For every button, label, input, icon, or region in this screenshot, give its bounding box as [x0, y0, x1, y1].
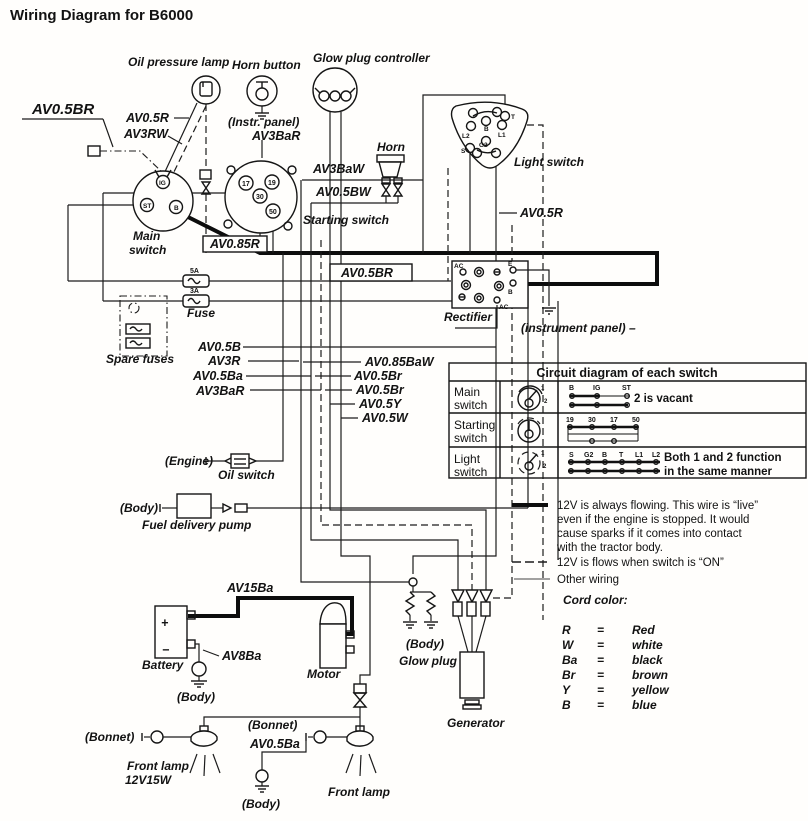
front-lamp-left-label: Front lamp	[127, 759, 189, 773]
wire-label-av05br1: AV0.5Br	[354, 369, 402, 383]
light-terminal-s: S	[461, 148, 466, 155]
cord-name: yellow	[632, 683, 669, 697]
top-left-wire-labels	[31, 101, 169, 141]
light-terminal-l1: L1	[498, 132, 506, 139]
row2-term-30: 30	[588, 417, 596, 424]
starting-switch-position-icon	[518, 418, 540, 442]
starting-switch-label: Starting switch	[303, 213, 390, 227]
spare-fuses-label: Spare fuses	[106, 352, 175, 366]
fuel-delivery-pump-label: Fuel delivery pump	[142, 518, 252, 532]
legend-always-line4: with the tractor body.	[557, 542, 663, 554]
row3-term-l1: L1	[635, 452, 644, 459]
cord-eq: =	[597, 683, 605, 697]
battery-label: Battery	[142, 658, 184, 672]
bonnet-label-middle: (Bonnet)	[248, 718, 298, 732]
table-row1-label2: switch	[454, 398, 488, 412]
cord-name: Red	[632, 623, 655, 637]
wire-name-labels	[192, 340, 435, 425]
row1-term-b: B	[569, 385, 575, 392]
table-row3-label2: switch	[454, 465, 488, 479]
body-label-battery: (Body)	[177, 690, 215, 704]
row1-term-ig: IG	[593, 385, 601, 392]
cord-eq: =	[597, 668, 605, 682]
wire-label-av085r: AV0.85R	[210, 237, 260, 251]
fuse-block	[183, 268, 215, 320]
ground-icon	[191, 681, 207, 687]
main-switch	[129, 170, 193, 257]
cord-name: white	[632, 638, 663, 652]
horn-label: Horn	[377, 140, 405, 154]
wire-label-av05y: AV0.5Y	[359, 397, 402, 411]
rectifier-terminal-b: B	[508, 289, 513, 296]
wire-label-av3r: AV3R	[208, 354, 241, 368]
generator-label: Generator	[447, 716, 505, 730]
row2-term-19: 19	[566, 417, 574, 424]
starting-terminal-30: 30	[256, 194, 264, 201]
light-switch-label: Light switch	[514, 155, 584, 169]
row2-term-17: 17	[610, 417, 618, 424]
row3-term-t: T	[619, 452, 624, 459]
rectifier	[444, 261, 636, 335]
pos-2: 2	[544, 399, 548, 405]
row3-term-s: S	[569, 452, 574, 459]
body-label-glowplug: (Body)	[406, 637, 444, 651]
rectifier-label: Rectifier	[444, 310, 493, 324]
page-title: Wiring Diagram for B6000	[10, 7, 194, 24]
table-row1-label1: Main	[454, 385, 481, 399]
wire-label-av3baw: AV3BaW	[313, 162, 365, 176]
spare-fuses	[106, 296, 174, 366]
starting-terminal-19: 19	[268, 180, 276, 187]
cord-eq: =	[597, 653, 605, 667]
light-terminal-b: B	[484, 126, 489, 133]
pos-1: 1	[541, 451, 545, 457]
battery-minus: −	[162, 643, 170, 657]
rectifier-terminal-e: E	[508, 261, 513, 268]
wire-label-av05br-top: AV0.5BR	[32, 101, 95, 118]
glow-plug	[399, 578, 458, 668]
wire-label-av05br-mid: AV0.5BR	[341, 266, 393, 280]
main-switch-label-2: switch	[129, 243, 167, 257]
battery-plus: +	[161, 616, 169, 630]
boxed-wire-labels	[203, 236, 412, 281]
table-title: Circuit diagram of each switch	[536, 366, 718, 380]
fuse-label: Fuse	[187, 306, 216, 320]
front-lamp-left	[85, 726, 220, 787]
wire-label-av15ba: AV15Ba	[227, 581, 274, 595]
wire-label-av05ba: AV0.5Ba	[193, 369, 243, 383]
wire-label-av085baw: AV0.85BaW	[365, 355, 434, 369]
oil-switch-label: Oil switch	[218, 468, 275, 482]
row2-term-50: 50	[632, 417, 640, 424]
cord-eq: =	[597, 698, 605, 712]
row1-term-st: ST	[622, 385, 631, 392]
motor	[307, 603, 354, 681]
rectifier-terminal-ac2: AC	[499, 304, 509, 311]
cord-code: Ba	[562, 653, 578, 667]
main-terminal-st: ST	[143, 203, 152, 210]
cord-eq: =	[597, 638, 605, 652]
instr-panel-label: (Instr. panel)	[228, 115, 300, 129]
bonnet-label-left: (Bonnet)	[85, 730, 135, 744]
wire-label-av05b: AV0.5B	[198, 340, 241, 354]
legend-other: Other wiring	[557, 574, 619, 586]
ground-icon	[403, 622, 438, 628]
wire-label-av3rw: AV3RW	[124, 127, 168, 141]
horn-button	[228, 58, 301, 143]
fuse2-rating: 3A	[190, 288, 199, 295]
body-ground-bottom	[242, 731, 326, 811]
pos-1: 1	[541, 386, 545, 392]
glow-plug-controller-label: Glow plug controller	[313, 51, 430, 65]
legend-always-line1: 12V is always flowing. This wire is “live”	[557, 500, 759, 512]
lamp-feed-connector	[248, 684, 366, 732]
cord-code: B	[562, 698, 571, 712]
instrument-panel-label: (instrument panel) –	[521, 321, 636, 335]
wire-label-av05w: AV0.5W	[362, 411, 408, 425]
table-row3-note1: Both 1 and 2 function	[664, 452, 782, 464]
row3-term-b: B	[602, 452, 608, 459]
horn-button-label: Horn button	[232, 58, 301, 72]
main-switch-label-1: Main	[133, 229, 161, 243]
main-terminal-ig: IG	[159, 180, 166, 187]
cord-color-title: Cord color:	[563, 593, 628, 607]
motor-label: Motor	[307, 667, 341, 681]
wire-label-av05bw: AV0.5BW	[316, 185, 371, 199]
fuel-delivery-pump	[120, 494, 251, 532]
ground-icon	[542, 308, 556, 314]
rectifier-terminal-ac1: AC	[454, 263, 464, 270]
switch-circuit-table	[449, 363, 806, 479]
row3-term-g2: G2	[584, 452, 594, 459]
oil-pressure-lamp-label: Oil pressure lamp	[128, 55, 230, 69]
legend-switched: 12V is flows when switch is “ON”	[557, 557, 724, 569]
oil-switch	[165, 454, 275, 482]
starting-terminal-17: 17	[242, 181, 250, 188]
table-row3-note2: in the same manner	[664, 466, 773, 478]
front-lamp-wattage: 12V15W	[125, 773, 172, 787]
light-switch	[452, 102, 585, 220]
wire-label-av8ba: AV8Ba	[222, 649, 262, 663]
cord-code: R	[562, 623, 571, 637]
wire-label-av05r-right: AV0.5R	[520, 206, 563, 220]
light-terminal-t: T	[511, 114, 515, 121]
cord-color-list	[562, 623, 669, 712]
cord-name: brown	[632, 668, 668, 682]
engine-label: (Engine)	[165, 454, 213, 468]
oil-pressure-lamp	[128, 55, 229, 104]
table-row3-label1: Light	[454, 452, 481, 466]
cord-name: black	[632, 653, 663, 667]
table-row2-label1: Starting	[454, 418, 496, 432]
glow-plug-label: Glow plug	[399, 654, 457, 668]
cord-name: blue	[632, 698, 657, 712]
table-row2-label2: switch	[454, 431, 488, 445]
cord-code: Br	[562, 668, 576, 682]
row3-term-l2: L2	[652, 452, 661, 459]
horn	[312, 140, 405, 203]
legend-always-line3: cause sparks if it comes into contact	[557, 528, 742, 540]
wire-label-av05br2: AV0.5Br	[356, 383, 404, 397]
starting-terminal-50: 50	[269, 209, 277, 216]
body-label-bottom: (Body)	[242, 797, 280, 811]
wire-label-av05ba-bottom: AV0.5Ba	[250, 737, 300, 751]
legend	[512, 500, 758, 712]
cord-code: Y	[562, 683, 571, 697]
wire-label-av3bar: AV3BaR	[196, 384, 245, 398]
wire-label-av05r-top: AV0.5R	[126, 111, 169, 125]
pos-2: 2	[543, 464, 547, 470]
cord-code: W	[562, 638, 574, 652]
wire-label-av3bar-top: AV3BaR	[252, 129, 301, 143]
main-terminal-b: B	[174, 205, 179, 212]
legend-always-line2: even if the engine is stopped. It would	[557, 514, 750, 526]
light-terminal-l2: L2	[462, 133, 470, 140]
light-terminal-g2: G2	[479, 142, 488, 149]
glow-plug-controller	[313, 51, 431, 112]
table-row1-note: 2 is vacant	[634, 393, 693, 405]
cord-eq: =	[597, 623, 605, 637]
fuse1-rating: 5A	[190, 268, 199, 275]
body-label-pump: (Body)	[120, 501, 158, 515]
front-lamp-right-label: Front lamp	[328, 785, 390, 799]
ground-icon	[255, 786, 269, 792]
